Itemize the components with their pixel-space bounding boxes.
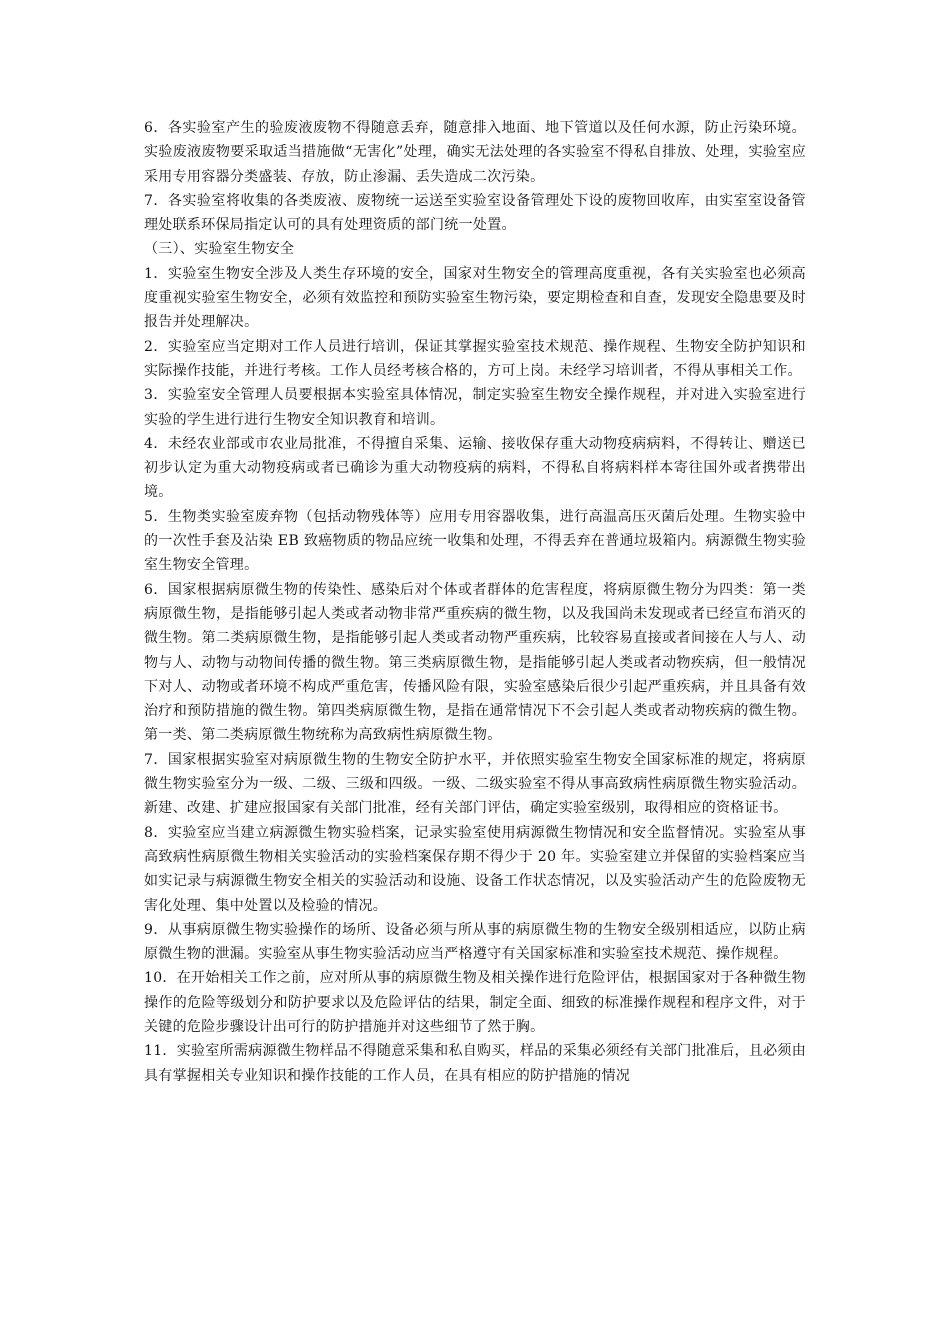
paragraph-bio-4: 4．未经农业部或市农业局批准，不得擅自采集、运输、接收保存重大动物疫病病料，不得转让、赠送已初步认定为重大动物疫病或者已确诊为重大动物疫病的病料，不得私自将病料样本寄往国外或者携带出境。 (144, 435, 806, 501)
paragraph-bio-10: 10．在开始相关工作之前，应对所从事的病原微生物及相关操作进行危险评估，根据国家对于各种微生物操作的危险等级划分和防护要求以及危险评估的结果，制定全面、细致的标准操作规程和程序文件，对于关键的危险步骤设计出可行的防护措施并对这些细节了然于胸。 (144, 970, 806, 1035)
paragraph-waste-7: 7．各实验室将收集的各类废液、废物统一运送至实验室设备管理处下设的废物回收库，由实室室设备管理处联系环保局指定认可的具有处理资质的部门统一处置。 (144, 192, 806, 234)
paragraph-bio-5: 5．生物类实验室废弃物（包括动物残体等）应用专用容器收集，进行高温高压灭菌后处理。生物实验中的一次性手套及沾染 EB 致癌物质的物品应统一收集和处理，不得丢弃在普通垃圾箱内。病源微生物实验室生物安全管理。 (144, 508, 806, 574)
paragraph-bio-1: 1．实验室生物安全涉及人类生存环境的安全，国家对生物安全的管理高度重视，各有关实验室也必须高度重视实验室生物安全，必须有效监控和预防实验室生物污染，要定期检查和自查，发现安全隐患要及时报告并处理解决。 (144, 265, 806, 331)
paragraph-bio-8: 8．实验室应当建立病源微生物实验档案，记录实验室使用病源微生物情况和安全监督情况。实验室从事高致病性病原微生物相关实验活动的实验档案保存期不得少于 20 年。实验室建立并保留的实验档案应当如实记录与病源微生物安全相关的实验活动和设施、设备工作状态情况，以及实验活动产生的危险废物无害化处理、集中处置以及检验的情况。 (144, 824, 806, 914)
document-page (144, 116, 806, 1088)
section-heading-biosafety: （三）、实验室生物安全 (144, 241, 295, 258)
paragraph-bio-7: 7．国家根据实验室对病原微生物的生物安全防护水平，并依照实验室生物安全国家标准的规定，将病原微生物实验室分为一级、二级、三级和四级。一级、二级实验室不得从事高致病性病原微生物实验活动。新建、改建、扩建应报国家有关部门批准，经有关部门评估，确定实验室级别，取得相应的资格证书。 (144, 751, 806, 817)
paragraph-bio-11: 11．实验室所需病源微生物样品不得随意采集和私自购买，样品的采集必须经有关部门批准后，且必须由具有掌握相关专业知识和操作技能的工作人员，在具有相应的防护措施的情况 (144, 1043, 806, 1084)
paragraph-bio-9: 9．从事病原微生物实验操作的场所、设备必须与所从事的病原微生物的生物安全级别相适应，以防止病原微生物的泄漏。实验室从事生物实验活动应当严格遵守有关国家标准和实验室技术规范、操作规程。 (144, 921, 806, 963)
paragraph-bio-2: 2．实验室应当定期对工作人员进行培训，保证其掌握实验室技术规范、操作规程、生物安全防护知识和实际操作技能，并进行考核。工作人员经考核合格的，方可上岗。未经学习培训者，不得从事相关工作。 (144, 338, 806, 379)
paragraph-waste-6: 6．各实验室产生的验废液废物不得随意丢弃，随意排入地面、地下管道以及任何水源，防止污染环境。实验废液废物要采取适当措施做“无害化”处理，确实无法处理的各实验室不得私自排放、处理，实验室应采用专用容器分类盛装、存放，防止渗漏、丢失造成二次污染。 (144, 120, 806, 185)
paragraph-bio-6: 6．国家根据病原微生物的传染性、感染后对个体或者群体的危害程度，将病原微生物分为四类：第一类病原微生物，是指能够引起人类或者动物非常严重疾病的微生物，以及我国尚未发现或者已经宣布消灭的微生物。第二类病原微生物，是指能够引起人类或者动物严重疾病，比较容易直接或者间接在人与人、动物与人、动物与动物间传播的微生物。第三类病原微生物，是指能够引起人类或者动物疾病，但一般情况下对人、动物或者环境不构成严重危害，传播风险有限，实验室感染后很少引起严重疾病，并且具备有效治疗和预防措施的微生物。第四类病原微生物，是指在通常情况下不会引起人类或者动物疾病的微生物。第一类、第二类病原微生物统称为高致病性病原微生物。 (144, 581, 806, 744)
paragraph-bio-3: 3．实验室安全管理人员要根据本实验室具体情况，制定实验室生物安全操作规程，并对进入实验室进行实验的学生进行进行生物安全知识教育和培训。 (144, 387, 806, 428)
